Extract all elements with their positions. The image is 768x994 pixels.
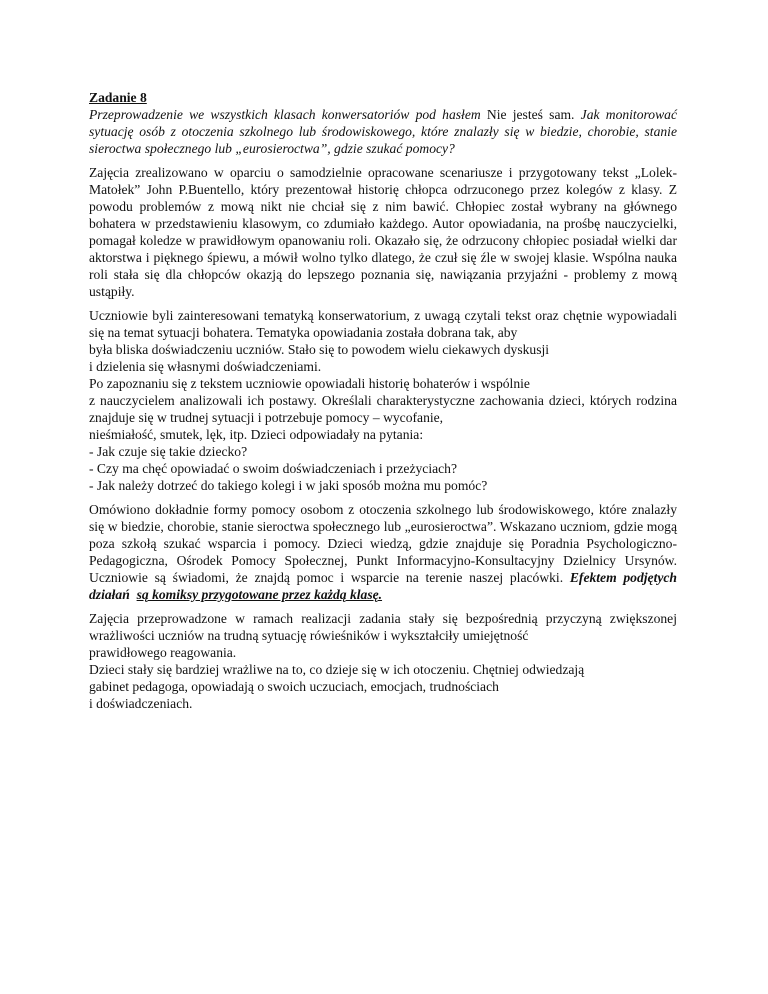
question-item: - Jak należy dotrzeć do takiego kolegi i w jaki sposób można mu pomóc? bbox=[89, 478, 488, 493]
paragraph-4-line: i doświadczeniach. bbox=[89, 696, 193, 711]
paragraph-2-text: Uczniowie byli zainteresowani tematyką konserwatorium, z uwagą czytali tekst oraz chętnie wypowiadali się na temat sytuacji bohatera. Tematyka opowiadania została dobrana tak, aby bbox=[89, 308, 677, 340]
paragraph-2 bbox=[89, 307, 677, 494]
paragraph-3 bbox=[89, 501, 677, 603]
emphasis-plain: Efektem podjętych działań bbox=[89, 570, 677, 602]
paragraph-4-line: prawidłowego reagowania. bbox=[89, 645, 237, 660]
paragraph-2-line: była bliska doświadczeniu uczniów. Stało się to powodem wielu ciekawych dyskusji bbox=[89, 342, 550, 357]
paragraph-2-text: z nauczycielem analizowali ich postawy. Określali charakterystyczne zachowania dzieci, których rodzina znajduje się w trudnej sytuacji i potrzebuje pomocy – wycofanie, bbox=[89, 393, 677, 425]
emphasis-underlined: są komiksy przygotowane przez każdą klasę. bbox=[136, 587, 383, 602]
paragraph-2-line: Po zapoznaniu się z tekstem uczniowie opowiadali historię bohaterów i wspólnie bbox=[89, 376, 530, 391]
topic-slogan: Nie jesteś sam. bbox=[486, 107, 575, 122]
question-item: - Jak czuje się takie dziecko? bbox=[89, 444, 248, 459]
question-item: - Czy ma chęć opowiadać o swoim doświadczeniach i przeżyciach? bbox=[89, 461, 458, 476]
paragraph-2-line: i dzielenia się własnymi doświadczeniami. bbox=[89, 359, 322, 374]
topic-part-2: Jak monitorować sytuację osób z otoczenia szkolnego lub środowiskowego, które znalazły się w biedzie, chorobie, stanie sieroctwa społecznego lub „eurosieroctwa”, gdzie szukać pomocy? bbox=[89, 107, 677, 156]
document-page bbox=[89, 89, 677, 712]
paragraph-4 bbox=[89, 610, 677, 712]
paragraph-4-line: gabinet pedagoga, opowiadają o swoich uczuciach, emocjach, trudnościach bbox=[89, 679, 499, 694]
task-topic bbox=[89, 106, 677, 157]
paragraph-1: Zajęcia zrealizowano w oparciu o samodzielnie opracowane scenariusze i przygotowany tekst „Lolek-Matołek” John P.Buentello, który prezentował historię chłopca odrzuconego przez kolegów z klasy. Z powodu problemów z mową nikt nie chciał się z nim bawić. Chłopiec został wybrany na głównego bohatera w przedstawieniu klasowym, co zdumiało każdego. Autor opowiadania, na prośbę nauczycielki, pomagał koledze w prawidłowym opanowaniu roli. Okazało się, że odrzucony chłopiec posiadał wielki dar aktorstwa i pięknego śpiewu, a mówił wolno tylko dlatego, że czuł się źle w swojej klasie. Wspólna nauka roli stała się dla chłopców okazją do lepszego poznania się, nawiązania przyjaźni - problemy z mową ustąpiły. bbox=[89, 165, 677, 299]
topic-part-1: Przeprowadzenie we wszystkich klasach konwersatoriów pod hasłem bbox=[89, 107, 481, 122]
paragraph-4-text: Dzieci stały się bardziej wrażliwe na to, co dzieje się w ich otoczeniu. Chętniej odwiedzają bbox=[89, 662, 585, 677]
paragraph-3-text: Omówiono dokładnie formy pomocy osobom z otoczenia szkolnego lub środowiskowego, które znalazły się w biedzie, chorobie, stanie sieroctwa społecznego lub „eurosieroctwa”. Wskazano uczniom, gdzie mogą poza szkołą szukać wsparcia i pomocy. Dzieci wiedzą, gdzie znajduje się Poradnia Psychologiczno-Pedagogiczna, Ośrodek Pomocy Społecznej, Punkt Informacyjno-Konsultacyjny Dzielnicy Ursynów. Uczniowie są świadomi, że znajdą pomoc i wsparcie na terenie naszej placówki. bbox=[89, 502, 677, 585]
paragraph-4-text: Zajęcia przeprowadzone w ramach realizacji zadania stały się bezpośrednią przyczyną zwiększonej wrażliwości uczniów na trudną sytuację rówieśników i wykształciły umiejętność bbox=[89, 611, 677, 643]
task-title: Zadanie 8 bbox=[89, 90, 147, 105]
paragraph-2-line: nieśmiałość, smutek, lęk, itp. Dzieci odpowiadały na pytania: bbox=[89, 427, 424, 442]
